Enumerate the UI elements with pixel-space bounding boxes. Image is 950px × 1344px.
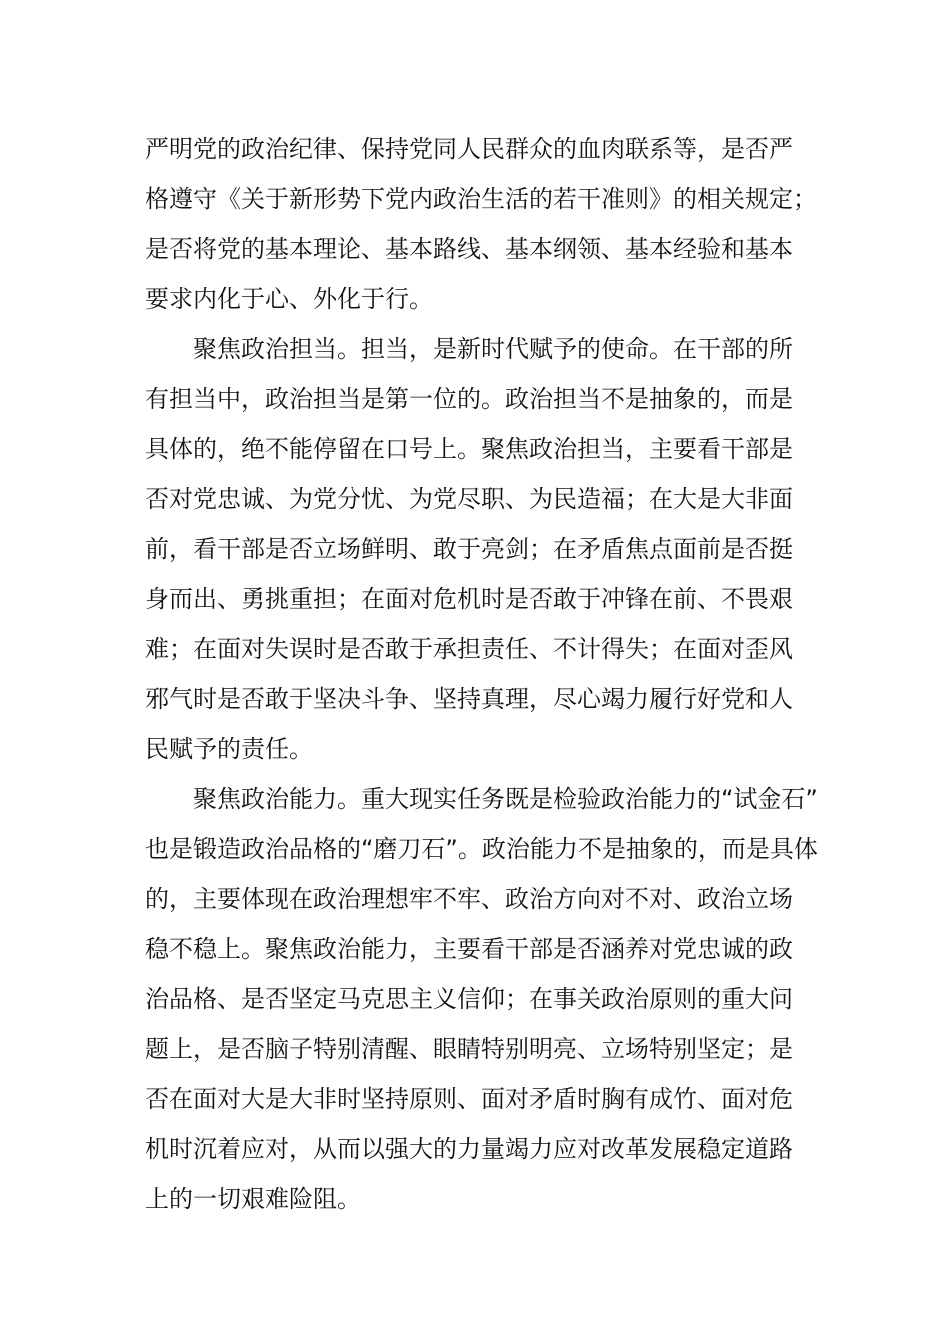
paragraph-first-line: 聚焦政治能力。重大现实任务既是检验政治能力的“试金石” — [193, 785, 818, 813]
text-line: 是否将党的基本理论、基本路线、基本纲领、基本经验和基本 — [145, 235, 793, 263]
text-line: 稳不稳上。聚焦政治能力，主要看干部是否涵养对党忠诚的政 — [145, 935, 793, 963]
text-line: 题上，是否脑子特别清醒、眼睛特别明亮、立场特别坚定；是 — [145, 1035, 793, 1063]
text-line: 具体的，绝不能停留在口号上。聚焦政治担当，主要看干部是 — [145, 435, 793, 463]
text-line: 的，主要体现在政治理想牢不牢、政治方向对不对、政治立场 — [145, 885, 793, 913]
text-line: 严明党的政治纪律、保持党同人民群众的血肉联系等，是否严 — [145, 135, 793, 163]
text-line: 也是锻造政治品格的“磨刀石”。政治能力不是抽象的，而是具体 — [145, 835, 818, 863]
text-line: 治品格、是否坚定马克思主义信仰；在事关政治原则的重大问 — [145, 985, 793, 1013]
text-line: 难；在面对失误时是否敢于承担责任、不计得失；在面对歪风 — [145, 635, 793, 663]
text-line: 要求内化于心、外化于行。 — [145, 285, 433, 313]
text-line: 民赋予的责任。 — [145, 735, 313, 763]
text-line: 身而出、勇挑重担；在面对危机时是否敢于冲锋在前、不畏艰 — [145, 585, 793, 613]
paragraph-first-line: 聚焦政治担当。担当，是新时代赋予的使命。在干部的所 — [193, 335, 793, 363]
text-line: 有担当中，政治担当是第一位的。政治担当不是抽象的，而是 — [145, 385, 793, 413]
text-line: 机时沉着应对，从而以强大的力量竭力应对改革发展稳定道路 — [145, 1135, 793, 1163]
text-line: 否对党忠诚、为党分忧、为党尽职、为民造福；在大是大非面 — [145, 485, 793, 513]
text-line: 邪气时是否敢于坚决斗争、坚持真理，尽心竭力履行好党和人 — [145, 685, 793, 713]
text-line: 格遵守《关于新形势下党内政治生活的若干准则》的相关规定； — [145, 185, 817, 213]
text-line: 否在面对大是大非时坚持原则、面对矛盾时胸有成竹、面对危 — [145, 1085, 793, 1113]
text-line: 上的一切艰难险阻。 — [145, 1185, 361, 1213]
text-line: 前，看干部是否立场鲜明、敢于亮剑；在矛盾焦点面前是否挺 — [145, 535, 793, 563]
